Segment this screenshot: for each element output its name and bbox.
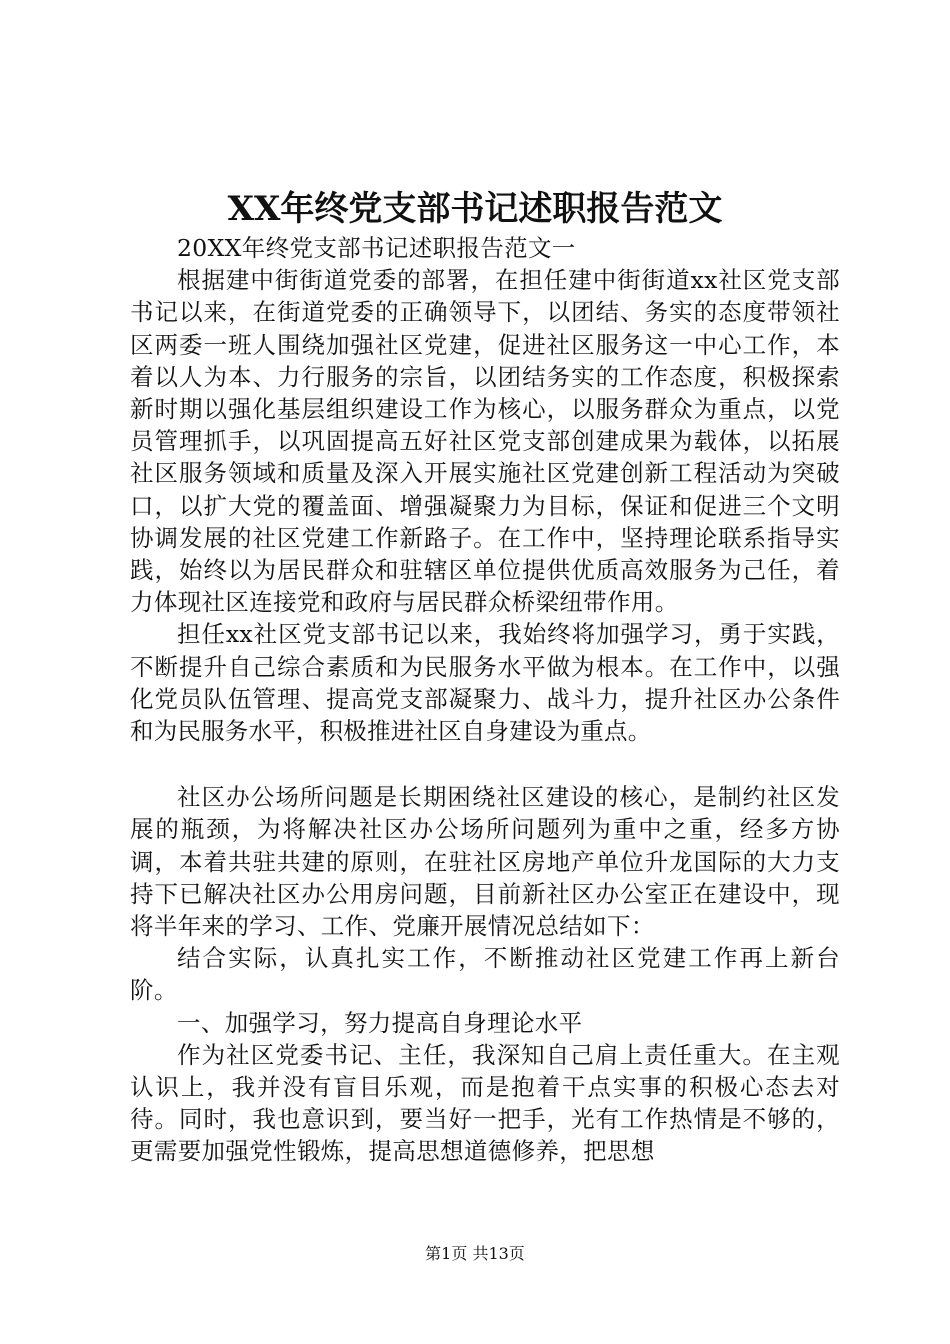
paragraph-intro: 根据建中街街道党委的部署，在担任建中街街道xx社区党支部书记以来，在街道党委的正确领导下，以团结、务实的态度带领社区两委一班人围绕加强社区党建，促进社区服务这一中心工作，本着以人为本、力行服务的宗旨，以团结务实的工作态度，积极探索新时期以强化基层组织建设工作为核心，以服务群众为重点，以党员管理抓手，以巩固提高五好社区党支部创建成果为载体，以拓展社区服务领域和质量及深入开展实施社区党建创新工程活动为突破口，以扩大党的覆盖面、增强凝聚力为目标，保证和促进三个文明协调发展的社区党建工作新路子。在工作中，坚持理论联系指导实践，始终以为居民群众和驻辖区单位提供优质高效服务为己任，着力体现社区连接党和政府与居民群众桥梁纽带作用。 (130, 266, 840, 617)
section-heading-study: 一、加强学习，努力提高自身理论水平 (177, 1008, 583, 1037)
paragraph-practice: 结合实际，认真扎实工作，不断推动社区党建工作再上新台阶。 (130, 944, 840, 1005)
document-body (130, 232, 840, 1168)
paragraph-subtitle: 20XX年终党支部书记述职报告范文一 (177, 234, 576, 262)
paragraph-role: 担任xx社区党支部书记以来，我始终将加强学习，勇于实践，不断提升自己综合素质和为民服务水平做为根本。在工作中，以强化党员队伍管理、提高党支部凝聚力、战斗力，提升社区办公条件和为民服务水平，积极推进社区自身建设为重点。 (130, 620, 840, 746)
document-title: XX年终党支部书记述职报告范文 (227, 189, 723, 229)
paragraph-responsibility: 作为社区党委书记、主任，我深知自己肩上责任重大。在主观认识上，我并没有盲目乐观，而是抱着干点实事的积极心态去对待。同时，我也意识到，要当好一把手，光有工作热情是不够的，更需要加强党性锻炼，提高思想道德修养，把思想 (130, 1040, 840, 1166)
paragraph-office: 社区办公场所问题是长期困绕社区建设的核心，是制约社区发展的瓶颈，为将解决社区办公场所问题列为重中之重，经多方协调，本着共驻共建的原则，在驻社区房地产单位升龙国际的大力支持下已解决社区办公用房问题，目前新社区办公室正在建设中，现将半年来的学习、工作、党廉开展情况总结如下： (130, 783, 840, 941)
page-indicator: 第1页 共13页 (425, 1244, 525, 1263)
paragraph-gap (130, 747, 840, 781)
